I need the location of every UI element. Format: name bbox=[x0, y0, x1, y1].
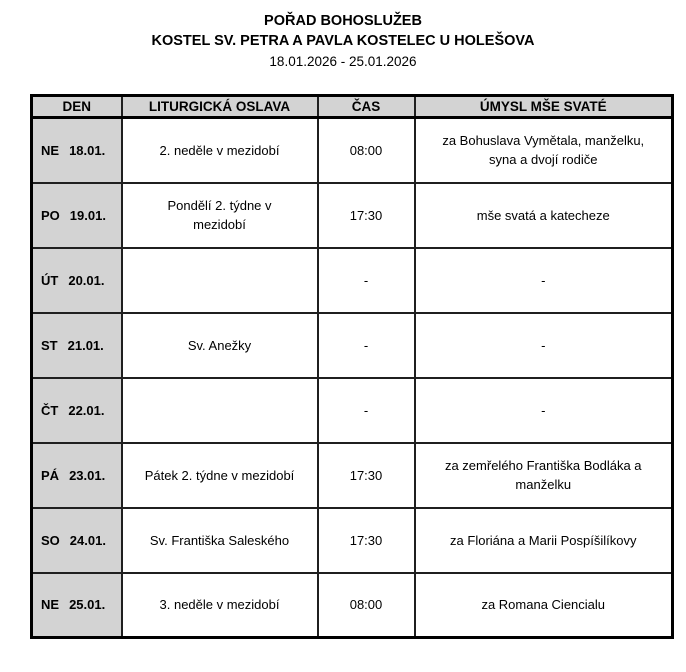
time-cell: - bbox=[318, 248, 415, 313]
church-name: KOSTEL SV. PETRA A PAVLA KOSTELEC U HOLEŠOVA bbox=[151, 33, 535, 49]
table-row bbox=[32, 118, 673, 183]
intention-cell: - bbox=[415, 313, 673, 378]
day-abbrev: SO bbox=[41, 532, 60, 548]
page-title: POŘAD BOHOSLUŽEB bbox=[264, 13, 422, 29]
intention-cell: za Romana Ciencialu bbox=[415, 573, 673, 638]
celebration-cell: Sv. Františka Saleského bbox=[122, 508, 318, 573]
column-header-cas: ČAS bbox=[318, 96, 415, 118]
day-date: 23.01. bbox=[69, 467, 106, 483]
header-row bbox=[32, 96, 673, 118]
celebration-cell bbox=[122, 248, 318, 313]
day-cell bbox=[32, 378, 122, 443]
day-cell bbox=[32, 443, 122, 508]
time-cell: 17:30 bbox=[318, 183, 415, 248]
schedule-table bbox=[30, 94, 674, 639]
day-abbrev: ÚT bbox=[41, 272, 59, 288]
table-row bbox=[32, 508, 673, 573]
day-abbrev: ČT bbox=[41, 402, 59, 418]
table-row bbox=[32, 248, 673, 313]
day-abbrev: ST bbox=[41, 337, 58, 353]
intention-cell: - bbox=[415, 248, 673, 313]
day-date: 19.01. bbox=[69, 207, 106, 223]
table-row bbox=[32, 443, 673, 508]
day-cell bbox=[32, 183, 122, 248]
time-cell: 17:30 bbox=[318, 443, 415, 508]
table-header bbox=[32, 96, 673, 118]
date-range: 18.01.2026 - 25.01.2026 bbox=[269, 54, 417, 69]
column-header-liturgicka-oslava: LITURGICKÁ OSLAVA bbox=[122, 96, 318, 118]
day-cell bbox=[32, 118, 122, 183]
day-cell bbox=[32, 508, 122, 573]
table-row bbox=[32, 313, 673, 378]
day-date: 22.01. bbox=[68, 402, 105, 418]
day-date: 21.01. bbox=[67, 337, 104, 353]
celebration-cell: Pondělí 2. týdne v mezidobí bbox=[122, 183, 318, 248]
celebration-cell bbox=[122, 378, 318, 443]
time-cell: - bbox=[318, 378, 415, 443]
time-cell: 17:30 bbox=[318, 508, 415, 573]
day-cell bbox=[32, 313, 122, 378]
day-abbrev: NE bbox=[41, 142, 60, 158]
day-date: 25.01. bbox=[69, 597, 106, 613]
day-date: 18.01. bbox=[69, 142, 106, 158]
intention-cell: - bbox=[415, 378, 673, 443]
intention-cell: za zemřelého Františka Bodláka a manželku bbox=[415, 443, 673, 508]
time-cell: 08:00 bbox=[318, 573, 415, 638]
column-header-umysl-mse-svate: ÚMYSL MŠE SVATÉ bbox=[415, 96, 673, 118]
celebration-cell: 2. neděle v mezidobí bbox=[122, 118, 318, 183]
day-abbrev: NE bbox=[41, 597, 60, 613]
table-row bbox=[32, 378, 673, 443]
intention-cell: za Bohuslava Vymětala, manželku, syna a dvojí rodiče bbox=[415, 118, 673, 183]
day-abbrev: PÁ bbox=[41, 467, 60, 483]
table-row bbox=[32, 183, 673, 248]
time-cell: - bbox=[318, 313, 415, 378]
day-abbrev: PO bbox=[41, 207, 60, 223]
celebration-cell: Sv. Anežky bbox=[122, 313, 318, 378]
celebration-cell: Pátek 2. týdne v mezidobí bbox=[122, 443, 318, 508]
time-cell: 08:00 bbox=[318, 118, 415, 183]
document-header bbox=[0, 0, 686, 72]
celebration-cell: 3. neděle v mezidobí bbox=[122, 573, 318, 638]
table-row bbox=[32, 573, 673, 638]
column-header-den: DEN bbox=[32, 96, 122, 118]
intention-cell: mše svatá a katecheze bbox=[415, 183, 673, 248]
day-cell bbox=[32, 573, 122, 638]
day-cell bbox=[32, 248, 122, 313]
day-date: 24.01. bbox=[69, 532, 106, 548]
day-date: 20.01. bbox=[68, 272, 105, 288]
intention-cell: za Floriána a Marii Pospíšilíkovy bbox=[415, 508, 673, 573]
